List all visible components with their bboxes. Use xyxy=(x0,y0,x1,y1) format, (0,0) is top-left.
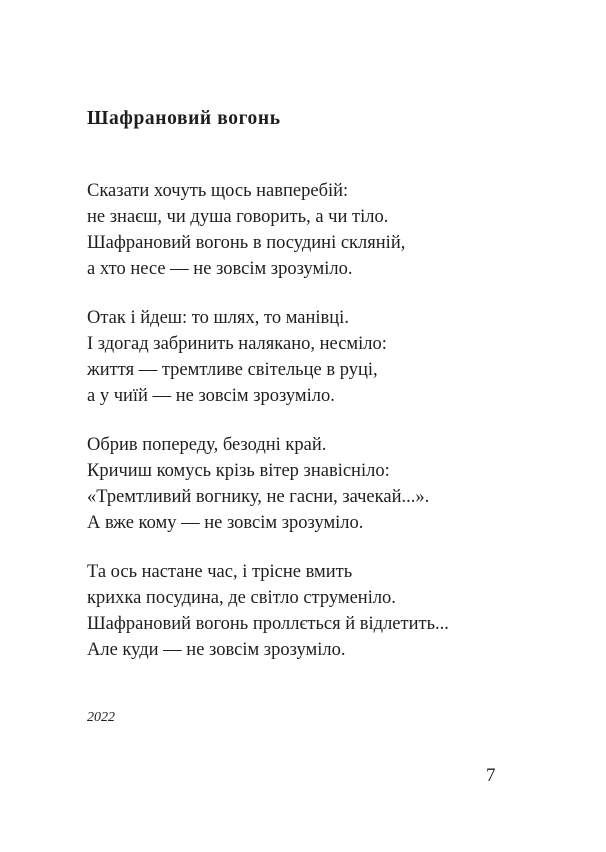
poem-title: Шафрановий вогонь xyxy=(87,108,281,129)
poem-line: Обрив попереду, безодні край. xyxy=(87,435,327,455)
poem-body xyxy=(87,178,547,686)
poem-line: Сказати хочуть щось навперебій: xyxy=(87,181,349,201)
stanza-2 xyxy=(87,305,547,409)
poem-line: Але куди — не зовсім зрозуміло. xyxy=(87,640,346,660)
poem-line: І здогад забринить налякано, несміло: xyxy=(87,334,387,354)
stanza-3 xyxy=(87,432,547,536)
poem-line: А вже кому — не зовсім зрозуміло. xyxy=(87,513,364,533)
poem-line: Шафрановий вогонь проллється й відлетить... xyxy=(87,614,449,634)
stanza-1 xyxy=(87,178,547,282)
poem-line: а хто несе — не зовсім зрозуміло. xyxy=(87,259,353,279)
poem-date: 2022 xyxy=(87,710,115,725)
poem-line: Шафрановий вогонь в посудині скляній, xyxy=(87,233,406,253)
poem-line: не знаєш, чи душа говорить, а чи тіло. xyxy=(87,207,389,227)
poem-line: Та ось настане час, і трісне вмить xyxy=(87,562,353,582)
poem-line: Отак і йдеш: то шлях, то манівці. xyxy=(87,308,349,328)
poem-line: а у чиїй — не зовсім зрозуміло. xyxy=(87,386,335,406)
poem-line: життя — тремтливе світельце в руці, xyxy=(87,360,378,380)
stanza-4 xyxy=(87,559,547,663)
poem-line: крихка посудина, де світло струменіло. xyxy=(87,588,396,608)
poem-line: «Тремтливий вогнику, не гасни, зачекай...». xyxy=(87,487,430,507)
page-number: 7 xyxy=(486,765,496,786)
poem-line: Кричиш комусь крізь вітер знавісніло: xyxy=(87,461,390,481)
